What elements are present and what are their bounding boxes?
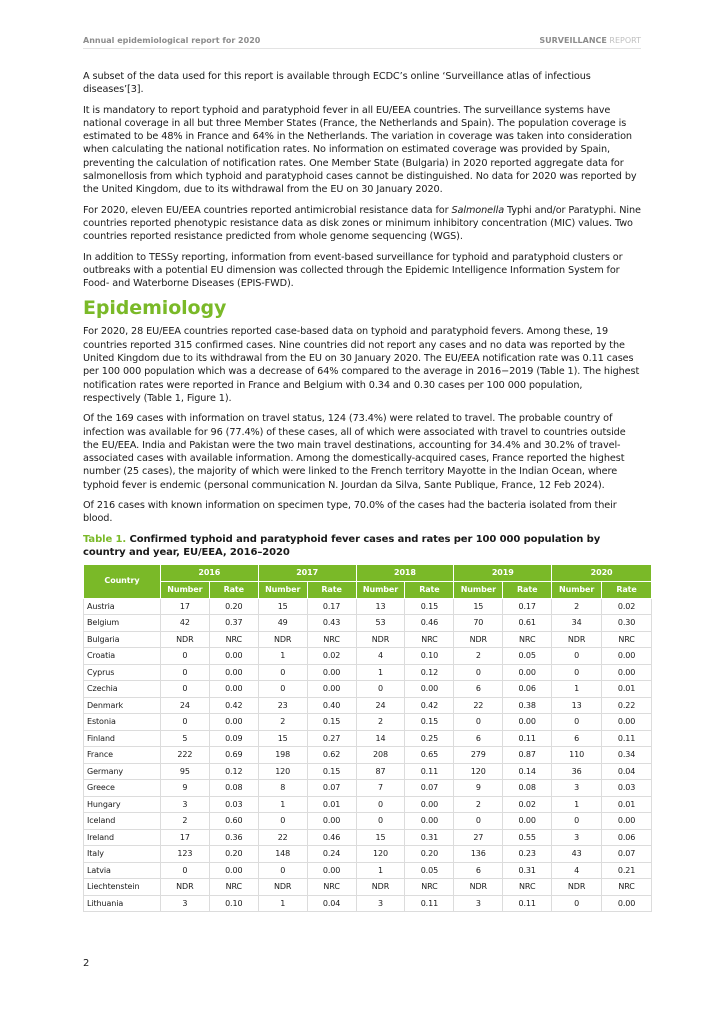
number-cell: 24 <box>356 697 405 714</box>
country-cell: Lithuania <box>84 895 161 912</box>
rate-cell: 0.08 <box>209 780 258 797</box>
rate-cell: 0.00 <box>307 813 356 830</box>
rate-cell: NRC <box>307 631 356 648</box>
number-cell: 1 <box>356 664 405 681</box>
number-cell: NDR <box>356 879 405 896</box>
number-cell: 9 <box>454 780 503 797</box>
number-cell: 0 <box>160 862 209 879</box>
rate-cell: 0.00 <box>405 796 454 813</box>
rate-cell: 0.07 <box>405 780 454 797</box>
rate-cell: 0.03 <box>209 796 258 813</box>
number-cell: 148 <box>258 846 307 863</box>
number-cell: 3 <box>356 895 405 912</box>
page-number: 2 <box>83 958 90 969</box>
country-cell: France <box>84 747 161 764</box>
table-row <box>84 895 652 912</box>
table-row <box>84 829 652 846</box>
table-row <box>84 813 652 830</box>
number-cell: 0 <box>356 796 405 813</box>
number-cell: 279 <box>454 747 503 764</box>
number-cell: 70 <box>454 615 503 632</box>
rate-cell: 0.30 <box>602 615 652 632</box>
main-content <box>83 70 641 912</box>
number-cell: 0 <box>552 813 602 830</box>
report-type-bold: SURVEILLANCE <box>539 36 607 45</box>
table-row <box>84 631 652 648</box>
table-row <box>84 763 652 780</box>
rate-cell: 0.11 <box>405 763 454 780</box>
rate-cell: 0.24 <box>307 846 356 863</box>
rate-cell: 0.01 <box>602 796 652 813</box>
page-header <box>83 34 641 49</box>
country-cell: Liechtenstein <box>84 879 161 896</box>
country-cell: Greece <box>84 780 161 797</box>
number-cell: 3 <box>552 829 602 846</box>
number-cell: 36 <box>552 763 602 780</box>
rate-cell: 0.05 <box>405 862 454 879</box>
rate-cell: 0.55 <box>503 829 552 846</box>
table-row <box>84 730 652 747</box>
rate-cell: 0.36 <box>209 829 258 846</box>
number-cell: 95 <box>160 763 209 780</box>
number-cell: 15 <box>258 730 307 747</box>
column-header-year: 2020 <box>552 564 652 581</box>
number-cell: 198 <box>258 747 307 764</box>
rate-cell: 0.46 <box>307 829 356 846</box>
number-cell: NDR <box>160 631 209 648</box>
number-cell: 43 <box>552 846 602 863</box>
table-row <box>84 664 652 681</box>
number-cell: 0 <box>552 664 602 681</box>
number-cell: 13 <box>356 598 405 615</box>
number-cell: 7 <box>356 780 405 797</box>
rate-cell: 0.12 <box>209 763 258 780</box>
country-cell: Ireland <box>84 829 161 846</box>
rate-cell: 0.23 <box>503 846 552 863</box>
number-cell: 15 <box>258 598 307 615</box>
rate-cell: 0.04 <box>602 763 652 780</box>
country-cell: Latvia <box>84 862 161 879</box>
rate-cell: 0.00 <box>602 714 652 731</box>
number-cell: 14 <box>356 730 405 747</box>
rate-cell: 0.01 <box>307 796 356 813</box>
number-cell: 15 <box>454 598 503 615</box>
rate-cell: 0.15 <box>405 598 454 615</box>
rate-cell: 0.00 <box>307 862 356 879</box>
number-cell: 42 <box>160 615 209 632</box>
number-cell: NDR <box>454 631 503 648</box>
rate-cell: 0.11 <box>503 730 552 747</box>
number-cell: NDR <box>356 631 405 648</box>
country-cell: Finland <box>84 730 161 747</box>
number-cell: 3 <box>160 895 209 912</box>
rate-cell: 0.00 <box>209 664 258 681</box>
number-cell: 5 <box>160 730 209 747</box>
rate-cell: 0.42 <box>209 697 258 714</box>
country-cell: Italy <box>84 846 161 863</box>
rate-cell: NRC <box>209 879 258 896</box>
number-cell: 9 <box>160 780 209 797</box>
country-cell: Germany <box>84 763 161 780</box>
table-row <box>84 780 652 797</box>
country-cell: Belgium <box>84 615 161 632</box>
number-cell: 208 <box>356 747 405 764</box>
rate-cell: 0.00 <box>503 714 552 731</box>
rate-cell: 0.11 <box>602 730 652 747</box>
rate-cell: 0.00 <box>307 681 356 698</box>
column-header-year: 2016 <box>160 564 258 581</box>
country-cell: Czechia <box>84 681 161 698</box>
rate-cell: 0.60 <box>209 813 258 830</box>
rate-cell: 0.42 <box>405 697 454 714</box>
column-header-year: 2019 <box>454 564 552 581</box>
number-cell: 6 <box>454 862 503 879</box>
column-header-rate: Rate <box>602 581 652 598</box>
rate-cell: 0.20 <box>209 598 258 615</box>
number-cell: 0 <box>258 862 307 879</box>
rate-cell: 0.37 <box>209 615 258 632</box>
number-cell: 6 <box>454 730 503 747</box>
number-cell: 4 <box>356 648 405 665</box>
number-cell: 8 <box>258 780 307 797</box>
rate-cell: 0.07 <box>307 780 356 797</box>
number-cell: 123 <box>160 846 209 863</box>
column-header-number: Number <box>160 581 209 598</box>
rate-cell: 0.69 <box>209 747 258 764</box>
rate-cell: 0.40 <box>307 697 356 714</box>
country-cell: Austria <box>84 598 161 615</box>
number-cell: 0 <box>454 664 503 681</box>
table-row <box>84 598 652 615</box>
number-cell: 53 <box>356 615 405 632</box>
rate-cell: 0.01 <box>602 681 652 698</box>
rate-cell: 0.11 <box>405 895 454 912</box>
rate-cell: 0.17 <box>503 598 552 615</box>
number-cell: 6 <box>454 681 503 698</box>
rate-cell: 0.15 <box>307 763 356 780</box>
paragraph-case-data: For 2020, 28 EU/EEA countries reported case-based data on typhoid and paratyphoid fevers. Among these, 19 countries reported 315 confirmed cases. Nine countries did not report any cases and no data was reported by the United Kingdom due to its withdrawal from the EU on 30 January 2020. The EU/EEA notification rate was 0.11 cases per 100 000 population which was a decrease of 64% compared to the average in 2016−2019 (Table 1). The highest notification rates were reported in France and Belgium with 0.34 and 0.30 cases per 100 000 population, respectively (Table 1, Figure 1). <box>83 326 640 404</box>
number-cell: 27 <box>454 829 503 846</box>
number-cell: 0 <box>552 648 602 665</box>
rate-cell: 0.04 <box>307 895 356 912</box>
rate-cell: 0.34 <box>602 747 652 764</box>
table-row <box>84 879 652 896</box>
rate-cell: 0.00 <box>209 714 258 731</box>
table-row <box>84 615 652 632</box>
number-cell: 15 <box>356 829 405 846</box>
number-cell: NDR <box>258 631 307 648</box>
number-cell: 1 <box>258 796 307 813</box>
rate-cell: 0.09 <box>209 730 258 747</box>
column-header-number: Number <box>454 581 503 598</box>
rate-cell: 0.65 <box>405 747 454 764</box>
number-cell: 3 <box>160 796 209 813</box>
paragraph-specimen: Of 216 cases with known information on specimen type, 70.0% of the cases had the bacteria isolated from their blood. <box>83 500 617 525</box>
rate-cell: 0.00 <box>209 681 258 698</box>
rate-cell: 0.07 <box>602 846 652 863</box>
number-cell: 0 <box>454 714 503 731</box>
number-cell: 24 <box>160 697 209 714</box>
rate-cell: 0.46 <box>405 615 454 632</box>
rate-cell: 0.03 <box>602 780 652 797</box>
number-cell: 22 <box>454 697 503 714</box>
rate-cell: 0.61 <box>503 615 552 632</box>
number-cell: 0 <box>454 813 503 830</box>
rate-cell: 0.00 <box>602 648 652 665</box>
number-cell: 136 <box>454 846 503 863</box>
rate-cell: NRC <box>307 879 356 896</box>
section-heading-epidemiology: Epidemiology <box>83 297 227 320</box>
number-cell: 87 <box>356 763 405 780</box>
paragraph-data-subset: A subset of the data used for this report is available through ECDC’s online ‘Surveillance atlas of infectious diseases’[3]. <box>83 71 591 96</box>
number-cell: 0 <box>552 714 602 731</box>
paragraph-event-based: In addition to TESSy reporting, information from event-based surveillance for typhoid and paratyphoid clusters or outbreaks with a potential EU dimension was collected through the Epidemic Intelligence Information System for Food- and Waterborne Diseases (EPIS-FWD). <box>83 251 623 290</box>
number-cell: 2 <box>160 813 209 830</box>
table-row <box>84 846 652 863</box>
rate-cell: 0.00 <box>405 681 454 698</box>
rate-cell: 0.00 <box>503 664 552 681</box>
rate-cell: 0.17 <box>307 598 356 615</box>
rate-cell: NRC <box>209 631 258 648</box>
rate-cell: 0.06 <box>503 681 552 698</box>
number-cell: 120 <box>454 763 503 780</box>
rate-cell: 0.43 <box>307 615 356 632</box>
rate-cell: 0.00 <box>602 813 652 830</box>
report-title: Annual epidemiological report for 2020 <box>83 36 261 45</box>
number-cell: 1 <box>258 895 307 912</box>
rate-cell: NRC <box>503 879 552 896</box>
column-header-rate: Rate <box>503 581 552 598</box>
rate-cell: 0.27 <box>307 730 356 747</box>
number-cell: NDR <box>552 879 602 896</box>
table-row <box>84 648 652 665</box>
number-cell: 17 <box>160 829 209 846</box>
table-number: Table 1. <box>83 533 127 545</box>
country-cell: Cyprus <box>84 664 161 681</box>
number-cell: 110 <box>552 747 602 764</box>
rate-cell: NRC <box>405 631 454 648</box>
reference-link[interactable]: [3] <box>127 84 141 96</box>
column-header-year: 2017 <box>258 564 356 581</box>
rate-cell: 0.05 <box>503 648 552 665</box>
country-cell: Denmark <box>84 697 161 714</box>
country-cell: Hungary <box>84 796 161 813</box>
report-type-light: REPORT <box>606 36 641 45</box>
rate-cell: 0.31 <box>503 862 552 879</box>
number-cell: 222 <box>160 747 209 764</box>
number-cell: 0 <box>552 895 602 912</box>
rate-cell: 0.87 <box>503 747 552 764</box>
rate-cell: 0.22 <box>602 697 652 714</box>
number-cell: 0 <box>160 681 209 698</box>
report-type <box>539 36 641 45</box>
rate-cell: 0.00 <box>209 648 258 665</box>
number-cell: 0 <box>356 681 405 698</box>
number-cell: 0 <box>160 714 209 731</box>
number-cell: 1 <box>356 862 405 879</box>
table-row <box>84 862 652 879</box>
rate-cell: 0.62 <box>307 747 356 764</box>
rate-cell: 0.06 <box>602 829 652 846</box>
rate-cell: NRC <box>602 879 652 896</box>
rate-cell: 0.15 <box>307 714 356 731</box>
column-header-number: Number <box>356 581 405 598</box>
rate-cell: NRC <box>602 631 652 648</box>
rate-cell: 0.10 <box>209 895 258 912</box>
number-cell: 0 <box>258 681 307 698</box>
number-cell: 2 <box>454 648 503 665</box>
rate-cell: 0.00 <box>503 813 552 830</box>
number-cell: NDR <box>454 879 503 896</box>
number-cell: 0 <box>258 664 307 681</box>
column-header-number: Number <box>258 581 307 598</box>
number-cell: 1 <box>552 681 602 698</box>
table-caption: Table 1. Confirmed typhoid and paratyphoid fever cases and rates per 100 000 population by country and year, EU/EEA, 2016–2020 <box>83 533 601 558</box>
rate-cell: 0.11 <box>503 895 552 912</box>
rate-cell: 0.38 <box>503 697 552 714</box>
rate-cell: 0.14 <box>503 763 552 780</box>
column-header-rate: Rate <box>307 581 356 598</box>
rate-cell: 0.20 <box>405 846 454 863</box>
number-cell: 2 <box>356 714 405 731</box>
rate-cell: 0.21 <box>602 862 652 879</box>
rate-cell: 0.25 <box>405 730 454 747</box>
rate-cell: 0.08 <box>503 780 552 797</box>
rate-cell: NRC <box>503 631 552 648</box>
rate-cell: 0.20 <box>209 846 258 863</box>
table-row <box>84 747 652 764</box>
paragraph-travel: Of the 169 cases with information on travel status, 124 (73.4%) were related to travel. The probable country of infection was available for 96 (77.4%) of these cases, all of which were associated with travel to countries outside the EU/EEA. India and Pakistan were the two main travel destinations, accounting for 34.4% and 30.2% of travel-associated cases with available information. Among the domestically-acquired cases, France reported the highest number (25 cases), the majority of which were linked to the French territory Mayotte in the Indian Ocean, where typhoid fever is endemic (personal communication N. Jourdan da Silva, Sante Publique, France, 12 Feb 2024). <box>83 413 626 491</box>
rate-cell: 0.00 <box>307 664 356 681</box>
rate-cell: 0.00 <box>209 862 258 879</box>
number-cell: 34 <box>552 615 602 632</box>
number-cell: 2 <box>258 714 307 731</box>
number-cell: 2 <box>454 796 503 813</box>
number-cell: 0 <box>160 648 209 665</box>
number-cell: 120 <box>356 846 405 863</box>
number-cell: 0 <box>258 813 307 830</box>
rate-cell: 0.00 <box>602 895 652 912</box>
number-cell: 0 <box>356 813 405 830</box>
column-header-country: Country <box>84 564 161 598</box>
column-header-rate: Rate <box>209 581 258 598</box>
table-row <box>84 697 652 714</box>
number-cell: 1 <box>258 648 307 665</box>
table-row <box>84 714 652 731</box>
number-cell: 3 <box>454 895 503 912</box>
rate-cell: 0.02 <box>503 796 552 813</box>
number-cell: NDR <box>160 879 209 896</box>
rate-cell: NRC <box>405 879 454 896</box>
rate-cell: 0.10 <box>405 648 454 665</box>
column-header-number: Number <box>552 581 602 598</box>
number-cell: 13 <box>552 697 602 714</box>
rate-cell: 0.02 <box>307 648 356 665</box>
number-cell: NDR <box>552 631 602 648</box>
rate-cell: 0.12 <box>405 664 454 681</box>
country-cell: Estonia <box>84 714 161 731</box>
number-cell: 120 <box>258 763 307 780</box>
table-header <box>84 564 652 598</box>
number-cell: 2 <box>552 598 602 615</box>
country-cell: Croatia <box>84 648 161 665</box>
table-body <box>84 598 652 912</box>
paragraph-amr-data: For 2020, eleven EU/EEA countries reported antimicrobial resistance data for Salmonella Typhi and/or Paratyphi. Nine countries reported phenotypic resistance data as disk zones or minimum inhibitory concentration (MIC) values. Two countries reported resistance predicted from whole genome sequencing (WGS). <box>83 204 641 243</box>
number-cell: 3 <box>552 780 602 797</box>
paragraph-mandatory-reporting: It is mandatory to report typhoid and paratyphoid fever in all EU/EEA countries. The surveillance systems have national coverage in all but three Member States (France, the Netherlands and Spain). The population coverage is estimated to be 48% in France and 64% in the Netherlands. The variation in coverage was taken into consideration when calculating the national notification rates. No information on estimated coverage was provided by Spain, preventing the calculation of notification rates. One Member State (Bulgaria) in 2020 reported aggregate data for salmonellosis from which typhoid and paratyphoid cases cannot be distinguished. No data for 2020 was reported by the United Kingdom, due to its withdrawal from the EU on 30 January 2020. <box>83 104 637 196</box>
rate-cell: 0.00 <box>602 664 652 681</box>
number-cell: 6 <box>552 730 602 747</box>
number-cell: NDR <box>258 879 307 896</box>
rate-cell: 0.00 <box>405 813 454 830</box>
table-row <box>84 796 652 813</box>
column-header-rate: Rate <box>405 581 454 598</box>
rate-cell: 0.31 <box>405 829 454 846</box>
rate-cell: 0.15 <box>405 714 454 731</box>
number-cell: 1 <box>552 796 602 813</box>
number-cell: 0 <box>160 664 209 681</box>
number-cell: 22 <box>258 829 307 846</box>
number-cell: 17 <box>160 598 209 615</box>
country-cell: Bulgaria <box>84 631 161 648</box>
table-row <box>84 681 652 698</box>
number-cell: 49 <box>258 615 307 632</box>
cases-table <box>83 564 652 913</box>
number-cell: 23 <box>258 697 307 714</box>
number-cell: 4 <box>552 862 602 879</box>
country-cell: Iceland <box>84 813 161 830</box>
rate-cell: 0.02 <box>602 598 652 615</box>
column-header-year: 2018 <box>356 564 454 581</box>
